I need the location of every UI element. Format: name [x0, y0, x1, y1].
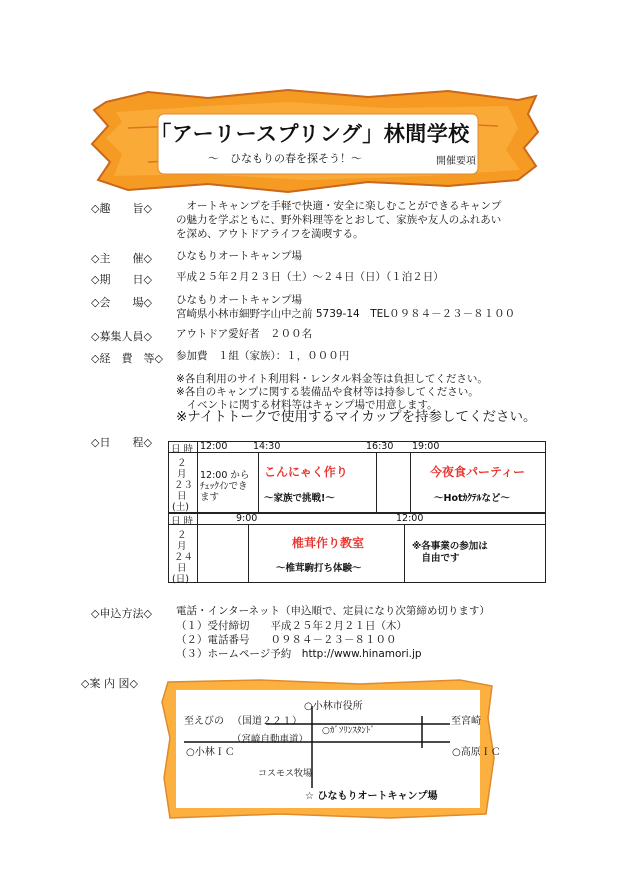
date-label: ◇期 日◇ — [91, 273, 152, 286]
day1-date-3: ２３ — [174, 480, 194, 491]
map-cosmos-farm: コスモス牧場 — [258, 769, 313, 779]
day2-date-5: (日) — [172, 574, 189, 585]
fees-text: 参加費 １組（家族）：１，０００円 — [176, 350, 350, 362]
capacity-label: ◇募集人員◇ — [91, 330, 152, 343]
day2-time-1: 9:00 — [236, 513, 258, 524]
fees-emphasis: ※ナイトトークで使用するマイカップを持参してください。 — [176, 409, 537, 425]
day1-date-1: ２ — [177, 458, 187, 469]
purpose-line-3: を深め、アウトドアライフを満喫する。 — [176, 228, 364, 240]
purpose-label: ◇趣 旨◇ — [91, 202, 152, 215]
page-subtitle: ～ ひなもりの春を探そう！～ — [208, 152, 362, 165]
purpose-line-2: の魅力を学ぶともに、野外料理等をとおして、家族や友人のふれあい — [176, 214, 502, 226]
application-label: ◇申込方法◇ — [91, 607, 152, 620]
checkin-line-1: 12:00 から — [200, 470, 250, 481]
map-expressway: （宮崎自動車道） — [232, 734, 309, 745]
map-campsite: ☆ ひなもりオートキャンプ場 — [305, 791, 438, 802]
day1-date-4: 日 — [177, 491, 187, 502]
day1-date-2: 月 — [177, 469, 187, 480]
fees-label: ◇経 費 等◇ — [91, 352, 163, 365]
event-party-sub: ～Hotｶｸﾃﾙなど～ — [434, 493, 511, 504]
event-konnyaku-sub: ～家族で挑戦!～ — [264, 493, 335, 504]
checkin-line-2: ﾁｪｯｸｲﾝでき — [200, 481, 248, 492]
day1-header-label: 日 時 — [171, 444, 194, 455]
day2-date-4: 日 — [177, 563, 187, 574]
map-kobayashi-ic: ○小林ＩＣ — [186, 747, 235, 758]
venue-name: ひなもりオートキャンプ場 — [176, 294, 302, 306]
map-to-miyazaki: 至宮崎 — [451, 716, 481, 727]
checkin-line-3: ます — [200, 492, 220, 503]
schedule-note-2: 自由です — [412, 553, 460, 564]
day1-date-5: (土) — [172, 502, 189, 513]
application-line-1: 電話・インターネット（申込順で、定員になり次第締め切ります） — [176, 605, 490, 617]
event-shiitake-title: 椎茸作り教室 — [292, 536, 365, 550]
application-phone: （２）電話番号 ０９８４－２３－８１００ — [176, 634, 397, 646]
map-label: ◇案 内 図◇ — [81, 677, 138, 690]
day1-time-1: 12:00 — [200, 441, 228, 452]
day1-time-4: 19:00 — [412, 441, 440, 452]
schedule-note-1: ※各事業の参加は — [412, 541, 488, 552]
map-to-ebino: 至えびの — [184, 716, 224, 727]
organizer-label: ◇主 催◇ — [91, 252, 152, 265]
guideline-label: 開催要項 — [436, 156, 476, 167]
capacity-text: アウトドア愛好者 ２００名 — [176, 328, 313, 340]
day2-date-3: ２４ — [174, 552, 194, 563]
map-route-221: （国道２２１） — [232, 716, 302, 727]
date-text: 平成２５年２月２３日（土）～２４日（日）（１泊２日） — [176, 271, 444, 283]
schedule-label: ◇日 程◇ — [91, 436, 152, 449]
event-konnyaku-title: こんにゃく作り — [264, 465, 348, 479]
application-web: （３）ホームページ予約 http://www.hinamori.jp — [176, 648, 422, 660]
purpose-line-1: オートキャンプを手軽で快適・安全に楽しむことができるキャンプ — [176, 200, 502, 212]
event-shiitake-sub: ～椎茸駒打ち体験～ — [276, 563, 362, 574]
map-takahara-ic: ○高原ＩＣ — [452, 747, 501, 758]
venue-label: ◇会 場◇ — [91, 296, 152, 309]
fees-note-1: ※各自利用のサイト利用料・レンタル料金等は負担してください。 — [176, 373, 488, 385]
day1-time-3: 16:30 — [366, 441, 394, 452]
venue-address: 宮崎県小林市細野字山中之前 5739-14 TEL０９８４－２３－８１００ — [176, 308, 516, 320]
fees-note-3: イベントに関する材料等はキャンプ場で用意します。 — [176, 399, 438, 411]
day2-date-2: 月 — [177, 541, 187, 552]
map-city-hall: ○小林市役所 — [304, 701, 363, 712]
day2-date-1: ２ — [177, 530, 187, 541]
organizer-text: ひなもりオートキャンプ場 — [176, 250, 302, 262]
page-title: 「アーリースプリング」林間学校 — [150, 122, 470, 146]
day2-header-label: 日 時 — [171, 516, 194, 527]
fees-note-2: ※各自のキャンプに関する装備品や食材等は持参してください。 — [176, 386, 479, 398]
day1-time-2: 14:30 — [253, 441, 281, 452]
day2-time-2: 12:00 — [396, 513, 424, 524]
event-party-title: 今夜食パーティー — [430, 465, 526, 479]
application-deadline: （１）受付締切 平成２５年２月２１日（木） — [176, 620, 407, 632]
map-gas-station: ○ｶﾞｿﾘﾝｽﾀﾝﾄﾞ — [322, 726, 375, 736]
